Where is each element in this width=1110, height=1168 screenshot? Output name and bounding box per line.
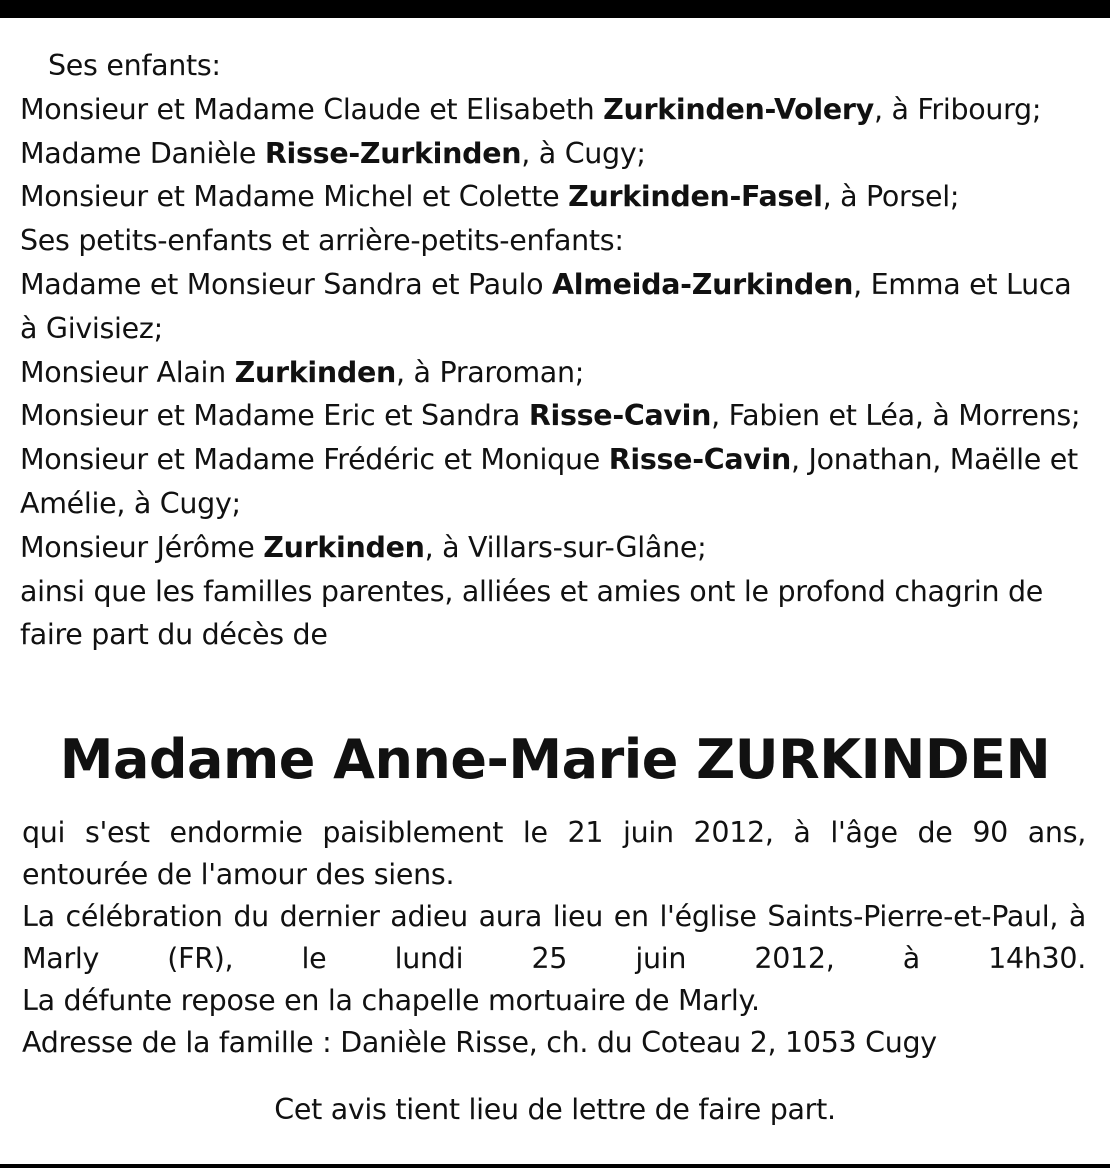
family-name: Zurkinden-Volery [603, 92, 874, 126]
family-name: Almeida-Zurkinden [552, 267, 854, 301]
grandchild-entry: Monsieur Alain Zurkinden, à Praroman; [20, 355, 585, 389]
grandchild-entry: Monsieur et Madame Eric et Sandra Risse-Cavin, Fabien et Léa, à Morrens; [20, 399, 1081, 433]
grandchild-entry: Madame et Monsieur Sandra et Paulo Almeida-Zurkinden, Emma et Luca à Givisiez; [20, 267, 1072, 345]
top-rule [0, 0, 1110, 18]
death-notice: qui s'est endormie paisiblement le 21 juin 2012, à l'âge de 90 ans, [22, 816, 1086, 849]
ceremony-info: La célébration du dernier adieu aura lieu en l'église Saints-Pierre-et-Paul, à Marly (FR), le lundi 25 juin 2012, à 14h30. [22, 900, 1086, 975]
family-name: Risse-Zurkinden [264, 136, 522, 170]
family-name: Risse-Cavin [608, 443, 792, 477]
family-name: Zurkinden [263, 530, 425, 564]
bottom-rule [0, 1164, 1110, 1168]
footer-note: Cet avis tient lieu de lettre de faire part. [274, 1093, 836, 1126]
closing-statement: ainsi que les familles parentes, alliées et amies ont le profond chagrin de faire part du décès de [20, 574, 1044, 652]
family-address: Adresse de la famille : Danièle Risse, ch. du Coteau 2, 1053 Cugy [22, 1026, 937, 1059]
deceased-name: Madame Anne-Marie ZURKINDEN [59, 728, 1051, 791]
children-heading: Ses enfants: [48, 49, 221, 82]
family-name: Risse-Cavin [528, 399, 712, 433]
family-name: Zurkinden-Fasel [568, 180, 823, 214]
resting-place: La défunte repose en la chapelle mortuaire de Marly. [22, 984, 760, 1017]
grandchild-entry: Monsieur et Madame Frédéric et Monique Risse-Cavin, Jonathan, Maëlle et Amélie, à Cugy; [20, 443, 1078, 520]
death-notice-cont: entourée de l'amour des siens. [22, 858, 455, 891]
family-name: Zurkinden [234, 355, 396, 389]
announcement-details [22, 812, 1086, 1064]
child-entry: Madame Danièle Risse-Zurkinden, à Cugy; [20, 136, 646, 170]
child-entry: Monsieur et Madame Michel et Colette Zurkinden-Fasel, à Porsel; [20, 180, 960, 214]
child-entry: Monsieur et Madame Claude et Elisabeth Zurkinden-Volery, à Fribourg; [20, 92, 1042, 126]
announcement-intro [20, 44, 1095, 657]
grandchild-entry: Monsieur Jérôme Zurkinden, à Villars-sur-Glâne; [20, 530, 707, 564]
grandchildren-heading: Ses petits-enfants et arrière-petits-enfants: [20, 224, 624, 258]
